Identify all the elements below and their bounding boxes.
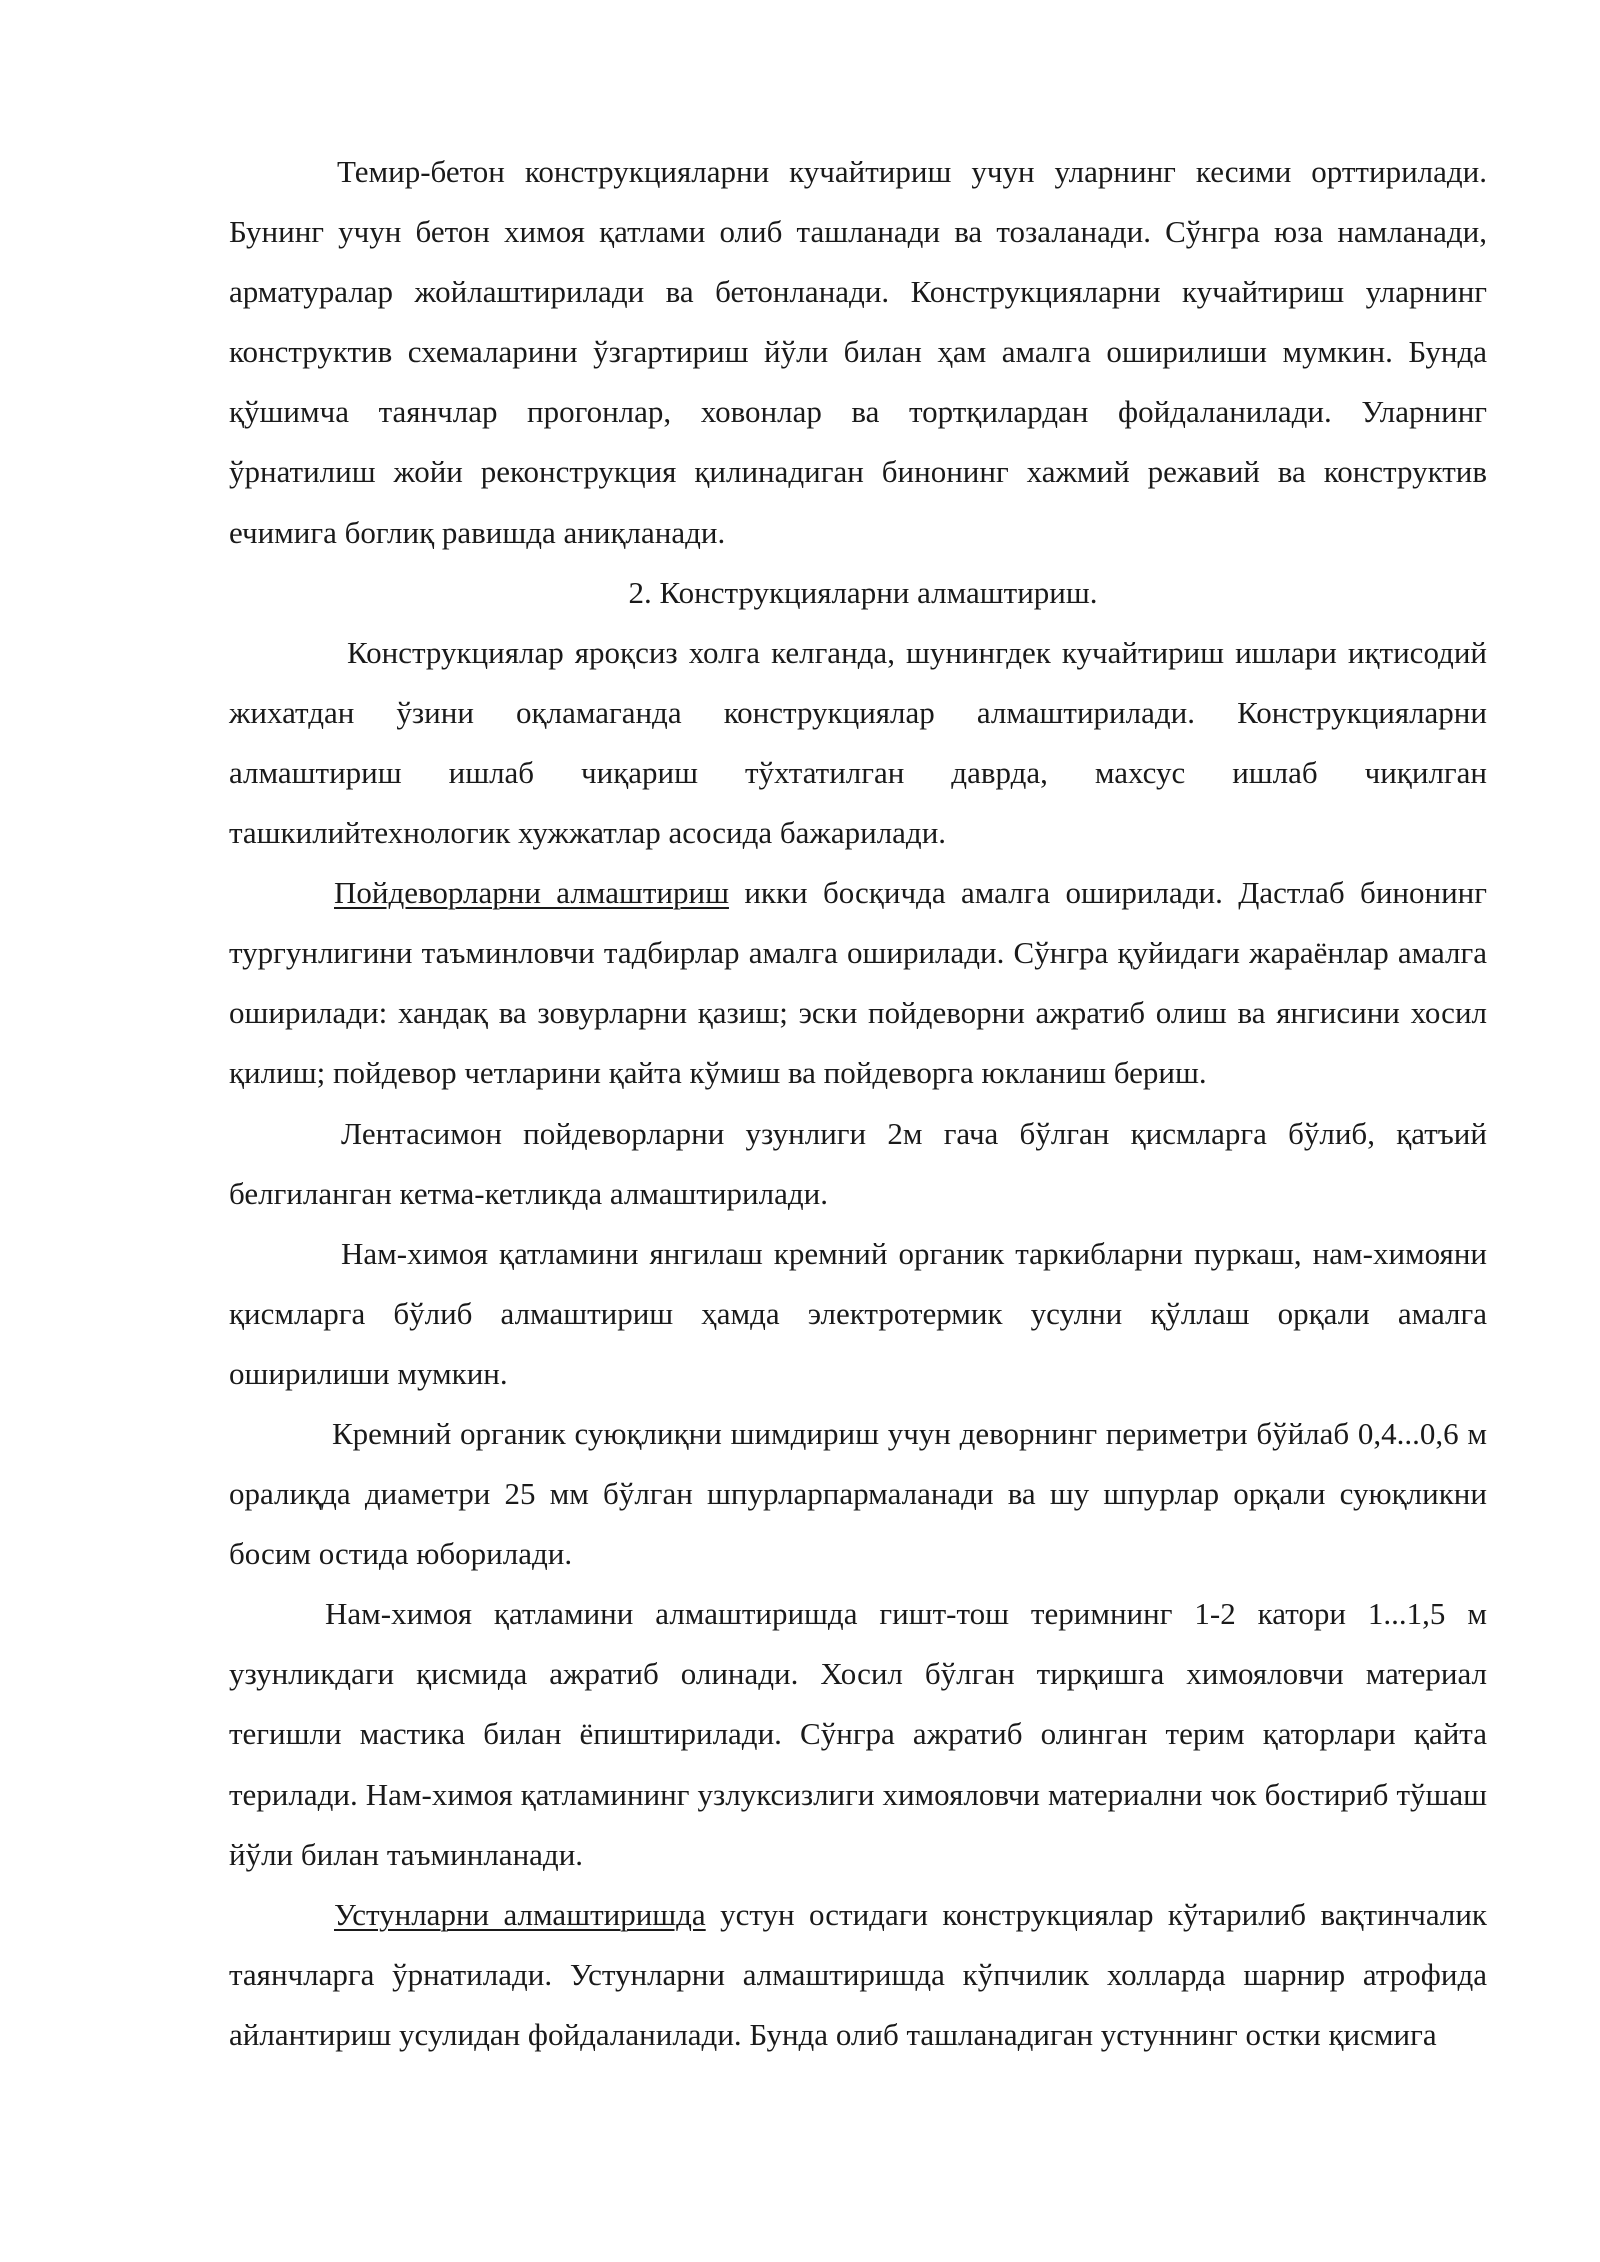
paragraph-replacement-intro: Конструкциялар яроқсиз холга келганда, шунингдек кучайтириш ишлари иқтисодий жихатдан ўзини оқламаганда конструкциялар алмаштирилади. Конструкцияларни алмаштириш ишлаб чиқариш тўхтатилган даврда, махсус ишлаб чиқилган ташкилийтехнологик хужжатлар асосида бажарилади. (229, 634, 1487, 851)
paragraph-text: икки босқичда амалга оширилади. Дастлаб бинонинг тургунлигини таъминловчи тадбирлар амалга оширилади. Сўнгра қуйидаги жараёнлар амалга оширилади: хандақ ва зовурларни қазиш; эски пойдеворни ажратиб олиш ва янгисини хосил қилиш; пойдевор четларини қайта кўмиш ва пойдеворга юкланиш бериш. (229, 875, 1487, 1091)
paragraph-column-replacement (229, 1885, 1487, 2065)
underlined-term-columns: Устунларни алмаштиришда (334, 1896, 706, 1932)
section-heading: 2. Конструкцияларни алмаштириш. (628, 574, 1098, 610)
paragraph-strip-foundations: Лентасимон пойдеворларни узунлиги 2м гача бўлган қисмларга бўлиб, қатъий белгиланган кетма-кетликда алмаштирилади. (229, 1115, 1487, 1211)
paragraph-damp-layer-replacement: Нам-химоя қатламини алмаштиришда гишт-тош теримнинг 1-2 катори 1...1,5 м узунликдаги қисмида ажратиб олинади. Хосил бўлган тирқишга химояловчи материал тегишли мастика билан ёпиштирилади. Сўнгра ажратиб олинган терим қаторлари қайта терилади. Нам-химоя қатламининг узлуксизлиги химояловчи материални чок бостириб тўшаш йўли билан таъминланади. (229, 1596, 1487, 1872)
paragraph-text: устун остидаги конструкциялар кўтарилиб вақтинчалик таянчларга ўрнатилади. Устунларни алмаштиришда кўпчилик холларда шарнир атрофида айлантириш усулидан фойдаланилади. Бунда олиб ташланадиган устуннинг остки қисмига (229, 1896, 1487, 2052)
paragraph-foundation-replacement (229, 863, 1487, 1103)
paragraph-reinforcement: Темир-бетон конструкцияларни кучайтириш учун уларнинг кесими орттирилади. Бунинг учун бетон химоя қатлами олиб ташланади ва тозаланади. Сўнгра юза намланади, арматуралар жойлаштирилади ва бетонланади. Конструкцияларни кучайтириш уларнинг конструктив схемаларини ўзгартириш йўли билан ҳам амалга оширилиши мумкин. Бунда қўшимча таянчлар прогонлар, ховонлар ва тортқилардан фойдаланилади. Уларнинг ўрнатилиш жойи реконструкция қилинадиган бинонинг хажмий режавий ва конструктив ечимига боглиқ равишда аниқланади. (229, 154, 1487, 550)
paragraph-silicon-organic: Кремний органик суюқлиқни шимдириш учун деворнинг периметри бўйлаб 0,4...0,6 м оралиқда диаметри 25 мм бўлган шпурларпармаланади ва шу шпурлар орқали суюқликни босим остида юборилади. (229, 1415, 1487, 1572)
underlined-term-foundations: Пойдеворларни алмаштириш (334, 875, 729, 911)
paragraph-damp-proofing: Нам-химоя қатламини янгилаш кремний органик таркибларни пуркаш, нам-химояни қисмларга бўлиб алмаштириш ҳамда электротермик усулни қўллаш орқали амалга оширилиши мумкин. (229, 1235, 1487, 1391)
document-body (229, 142, 1487, 2065)
